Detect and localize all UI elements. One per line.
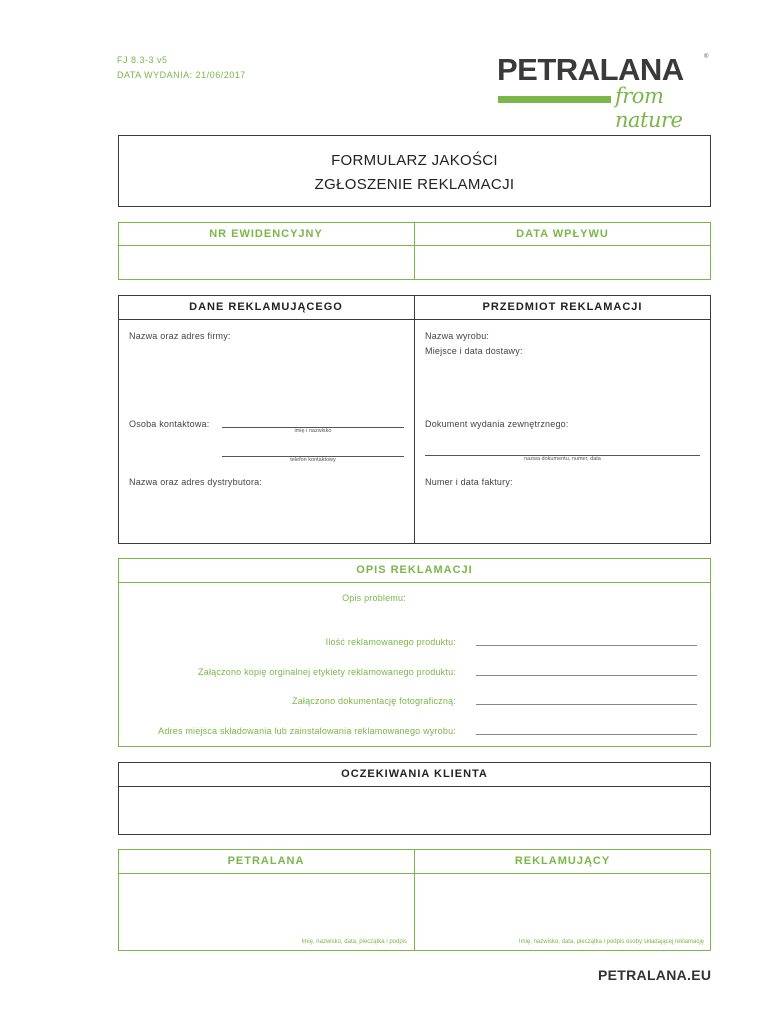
reklamujacy-signature-field[interactable] (416, 875, 709, 935)
logo-wordmark: PETRALANA (497, 52, 684, 87)
delivery-place-date-label: Miejsce i data dostawy: (425, 346, 523, 356)
nr-ewidencyjny-header: NR EWIDENCYJNY (209, 228, 323, 240)
claimed-quantity-label: Ilość reklamowanego produktu: (325, 637, 456, 647)
form-subtitle: ZGŁOSZENIE REKLAMACJI (314, 176, 515, 193)
claim-description-divider (118, 582, 711, 583)
client-expectations-field[interactable] (120, 788, 709, 833)
reklamujacy-signature-hint: Imię, nazwisko, data, pieczątka i podpis osoby składającej reklamację (518, 939, 704, 945)
photo-docs-attached-label: Załączono dokumentację fotograficzną: (292, 696, 456, 706)
data-wplywu-header: DATA WPŁYWU (516, 228, 609, 240)
client-expectations-divider (118, 786, 711, 787)
photo-docs-attached-line[interactable] (476, 704, 697, 705)
storage-address-line[interactable] (476, 734, 697, 735)
label-copy-attached-label: Załączono kopię orginalnej etykiety reklamowanego produktu: (198, 667, 456, 677)
oczekiwania-klienta-header: OCZEKIWANIA KLIENTA (341, 768, 488, 780)
przedmiot-reklamacji-header: PRZEDMIOT REKLAMACJI (482, 301, 643, 313)
product-name-label: Nazwa wyrobu: (425, 331, 490, 341)
claimed-quantity-line[interactable] (476, 645, 697, 646)
document-meta (117, 53, 246, 83)
footer-website: PETRALANA.EU (598, 967, 712, 983)
form-code: FJ 8.3-3 v5 (117, 55, 168, 65)
claim-details-column-divider (414, 295, 415, 544)
petralana-signature-header: PETRALANA (227, 855, 305, 867)
form-title: FORMULARZ JAKOŚCI (331, 152, 498, 169)
storage-address-label: Adres miejsca składowania lub zainstalowania reklamowanego wyrobu: (158, 726, 456, 736)
petralana-signature-hint: Imię, nazwisko, data, pieczątka i podpis (301, 939, 407, 945)
issue-date: DATA WYDANIA: 21/06/2017 (117, 70, 246, 80)
problem-description-label: Opis problemu: (342, 593, 406, 603)
nr-ewidencyjny-field[interactable] (120, 247, 412, 278)
contact-name-hint: imię i nazwisko (294, 428, 332, 434)
contact-person-label: Osoba kontaktowa: (129, 419, 210, 429)
logo-green-bar (498, 96, 611, 103)
external-document-hint: nazwa dokumentu, numer, data (524, 456, 601, 462)
petralana-logo (497, 52, 712, 132)
distributor-address-label: Nazwa oraz adres dystrybutora: (129, 477, 263, 487)
invoice-number-date-label: Numer i data faktury: (425, 477, 513, 487)
reklamujacy-signature-header: REKLAMUJĄCY (514, 855, 611, 867)
petralana-signature-field[interactable] (120, 875, 412, 935)
label-copy-attached-line[interactable] (476, 675, 697, 676)
data-wplywu-field[interactable] (416, 247, 709, 278)
contact-phone-hint: telefon kontaktowy (290, 457, 336, 463)
claim-description-section (118, 558, 711, 747)
company-address-label: Nazwa oraz adres firmy: (129, 331, 231, 341)
logo-tagline: from nature (615, 84, 683, 132)
dane-reklamujacego-header: DANE REKLAMUJĄCEGO (189, 301, 343, 313)
opis-reklamacji-header: OPIS REKLAMACJI (356, 564, 473, 576)
form-title-box (118, 135, 711, 207)
logo-registered-mark: ® (704, 54, 709, 60)
external-document-label: Dokument wydania zewnętrznego: (425, 419, 569, 429)
